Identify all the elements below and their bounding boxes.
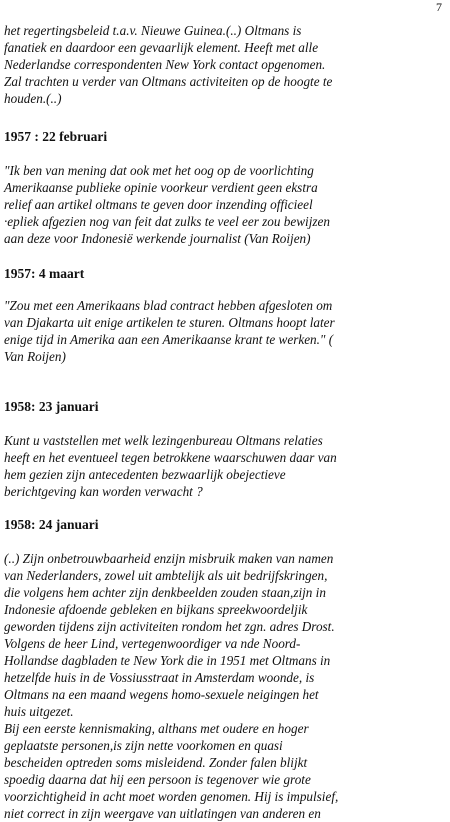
heading-1957-22-februari: 1957 : 22 februari: [4, 129, 108, 144]
paragraph-lezingenbureau: Kunt u vaststellen met welk lezingenbureau Oltmans relaties heeft en het eventueel tegen betrokkene waarschuwen daar van hem gezien zijn antecedenten bezwaarlijk obejectieve berichtgeving kan worden verwacht ?: [4, 433, 337, 499]
paragraph-onbetrouwbaarheid: (..) Zijn onbetrouwbaarheid enzijn misbruik maken van namen van Nederlanders, zowel uit ambtelijk als uit bedrijfskringen, die volgens hem achter zijn denkbeelden zouden staan,zijn in Indonesie afdoende gebleken en bijkans spreekwoordeljik geworden tijdens zijn activiteiten rondom het zgn. adres Drost. Volgens de heer Lind, vertegenwoordiger va nde Noord- Hollandse dagbladen te New York die in 1951 met Oltmans in hetzelfde huis in de Vossiusstraat in Amsterdam woonde, is Oltmans na een maand wegens homo-sexuele neigingen het huis uitgezet. Bij een eerste kennismaking, althans met oudere en hoger geplaatste personen,is zijn nette voorkomen en quasi bescheiden optreden soms misleidend. Zonder falen blijkt spoedig daarna dat hij een persoon is tegenover wie grote voorzichtigheid in acht moet worden genomen. Hij is impulsief, niet correct in zijn weergave van uitlatingen van anderen en: [4, 551, 339, 821]
paragraph-opening: het regertingsbeleid t.a.v. Nieuwe Guinea.(..) Oltmans is fanatiek en daardoor een gevaarlijk element. Heeft met alle Nederlandse correspondenten New York contact opgenomen. Zal trachten u verder van Oltmans activiteiten op de hoogte te houden.(..): [4, 23, 333, 106]
heading-1957-4-maart: 1957: 4 maart: [4, 266, 85, 281]
heading-1958-23-januari: 1958: 23 januari: [4, 399, 99, 414]
paragraph-van-roijen-1: "Ik ben van mening dat ook met het oog op de voorlichting Amerikaanse publieke opinie voorkeur verdient geen ekstra relief aan artikel oltmans te geven door inzending officieel ·epliek afgezien nog van feit dat zulks te veel eer zou bewijzen aan deze voor Indonesië werkende journalist (Van Roijen): [4, 163, 330, 246]
paragraph-van-roijen-2: "Zou met een Amerikaans blad contract hebben afgesloten om van Djakarta uit enige artikelen te sturen. Oltmans hoopt later enige tijd in Amerika aan een Amerikaanse krant te werken." ( Van Roijen): [4, 298, 335, 364]
page-number: 7: [436, 0, 442, 14]
heading-1958-24-januari: 1958: 24 januari: [4, 517, 99, 532]
